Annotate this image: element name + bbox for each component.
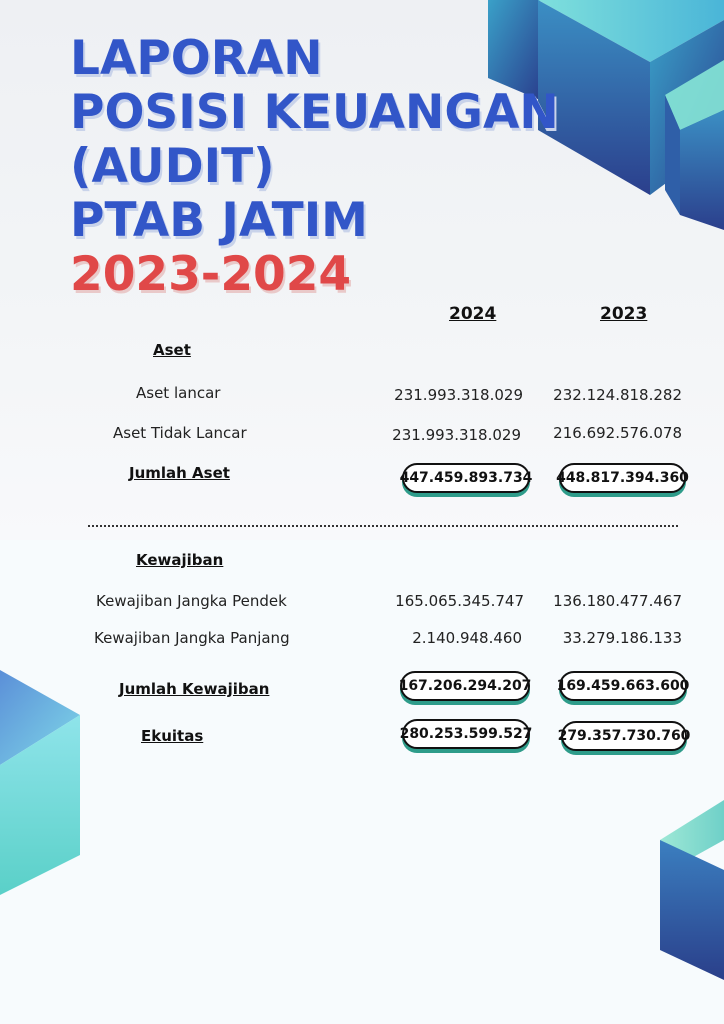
row-label-kewajiban-jangka-pendek: Kewajiban Jangka Pendek <box>96 592 287 610</box>
value-kewajiban-jangka-panjang-2023: 33.279.186.133 <box>562 629 682 647</box>
value-kewajiban-jangka-pendek-2023: 136.180.477.467 <box>553 592 682 610</box>
decorative-cube-left <box>0 670 82 900</box>
title-line-1: LAPORAN <box>70 31 323 86</box>
value-aset-tidak-lancar-2024: 231.993.318.029 <box>392 426 521 444</box>
section-divider <box>88 525 678 527</box>
title-year: 2023-2024 <box>70 247 352 302</box>
total-jumlah-kewajiban-2024: 167.206.294.207 <box>400 671 530 701</box>
title-line-4: PTAB JATIM <box>70 193 368 248</box>
total-jumlah-aset-2024: 447.459.893.734 <box>402 463 530 493</box>
decorative-cube-bottom-right <box>660 800 724 980</box>
background-bottom <box>0 540 724 1024</box>
total-jumlah-kewajiban-2023: 169.459.663.600 <box>559 671 687 701</box>
column-header-2024: 2024 <box>449 304 497 324</box>
title-line-3: (AUDIT) <box>70 139 275 194</box>
value-kewajiban-jangka-panjang-2024: 2.140.948.460 <box>412 629 522 647</box>
row-label-aset-lancar: Aset lancar <box>136 384 221 402</box>
row-label-kewajiban-jangka-panjang: Kewajiban Jangka Panjang <box>94 629 290 647</box>
title-line-2: POSISI KEUANGAN <box>70 85 559 140</box>
section-heading-kewajiban: Kewajiban <box>136 551 224 569</box>
section-heading-aset: Aset <box>153 341 191 359</box>
row-label-ekuitas: Ekuitas <box>141 727 204 745</box>
value-aset-lancar-2024: 231.993.318.029 <box>394 386 523 404</box>
value-aset-tidak-lancar-2023: 216.692.576.078 <box>553 424 682 442</box>
total-jumlah-aset-2023: 448.817.394.360 <box>559 463 686 493</box>
row-label-aset-tidak-lancar: Aset Tidak Lancar <box>113 424 247 442</box>
value-aset-lancar-2023: 232.124.818.282 <box>553 386 682 404</box>
column-header-2023: 2023 <box>600 304 648 324</box>
row-label-jumlah-kewajiban: Jumlah Kewajiban <box>119 680 270 698</box>
total-ekuitas-2023: 279.357.730.760 <box>561 721 687 751</box>
value-kewajiban-jangka-pendek-2024: 165.065.345.747 <box>395 592 524 610</box>
row-label-jumlah-aset: Jumlah Aset <box>129 464 230 482</box>
total-ekuitas-2024: 280.253.599.527 <box>402 719 530 749</box>
page-title <box>70 32 559 302</box>
